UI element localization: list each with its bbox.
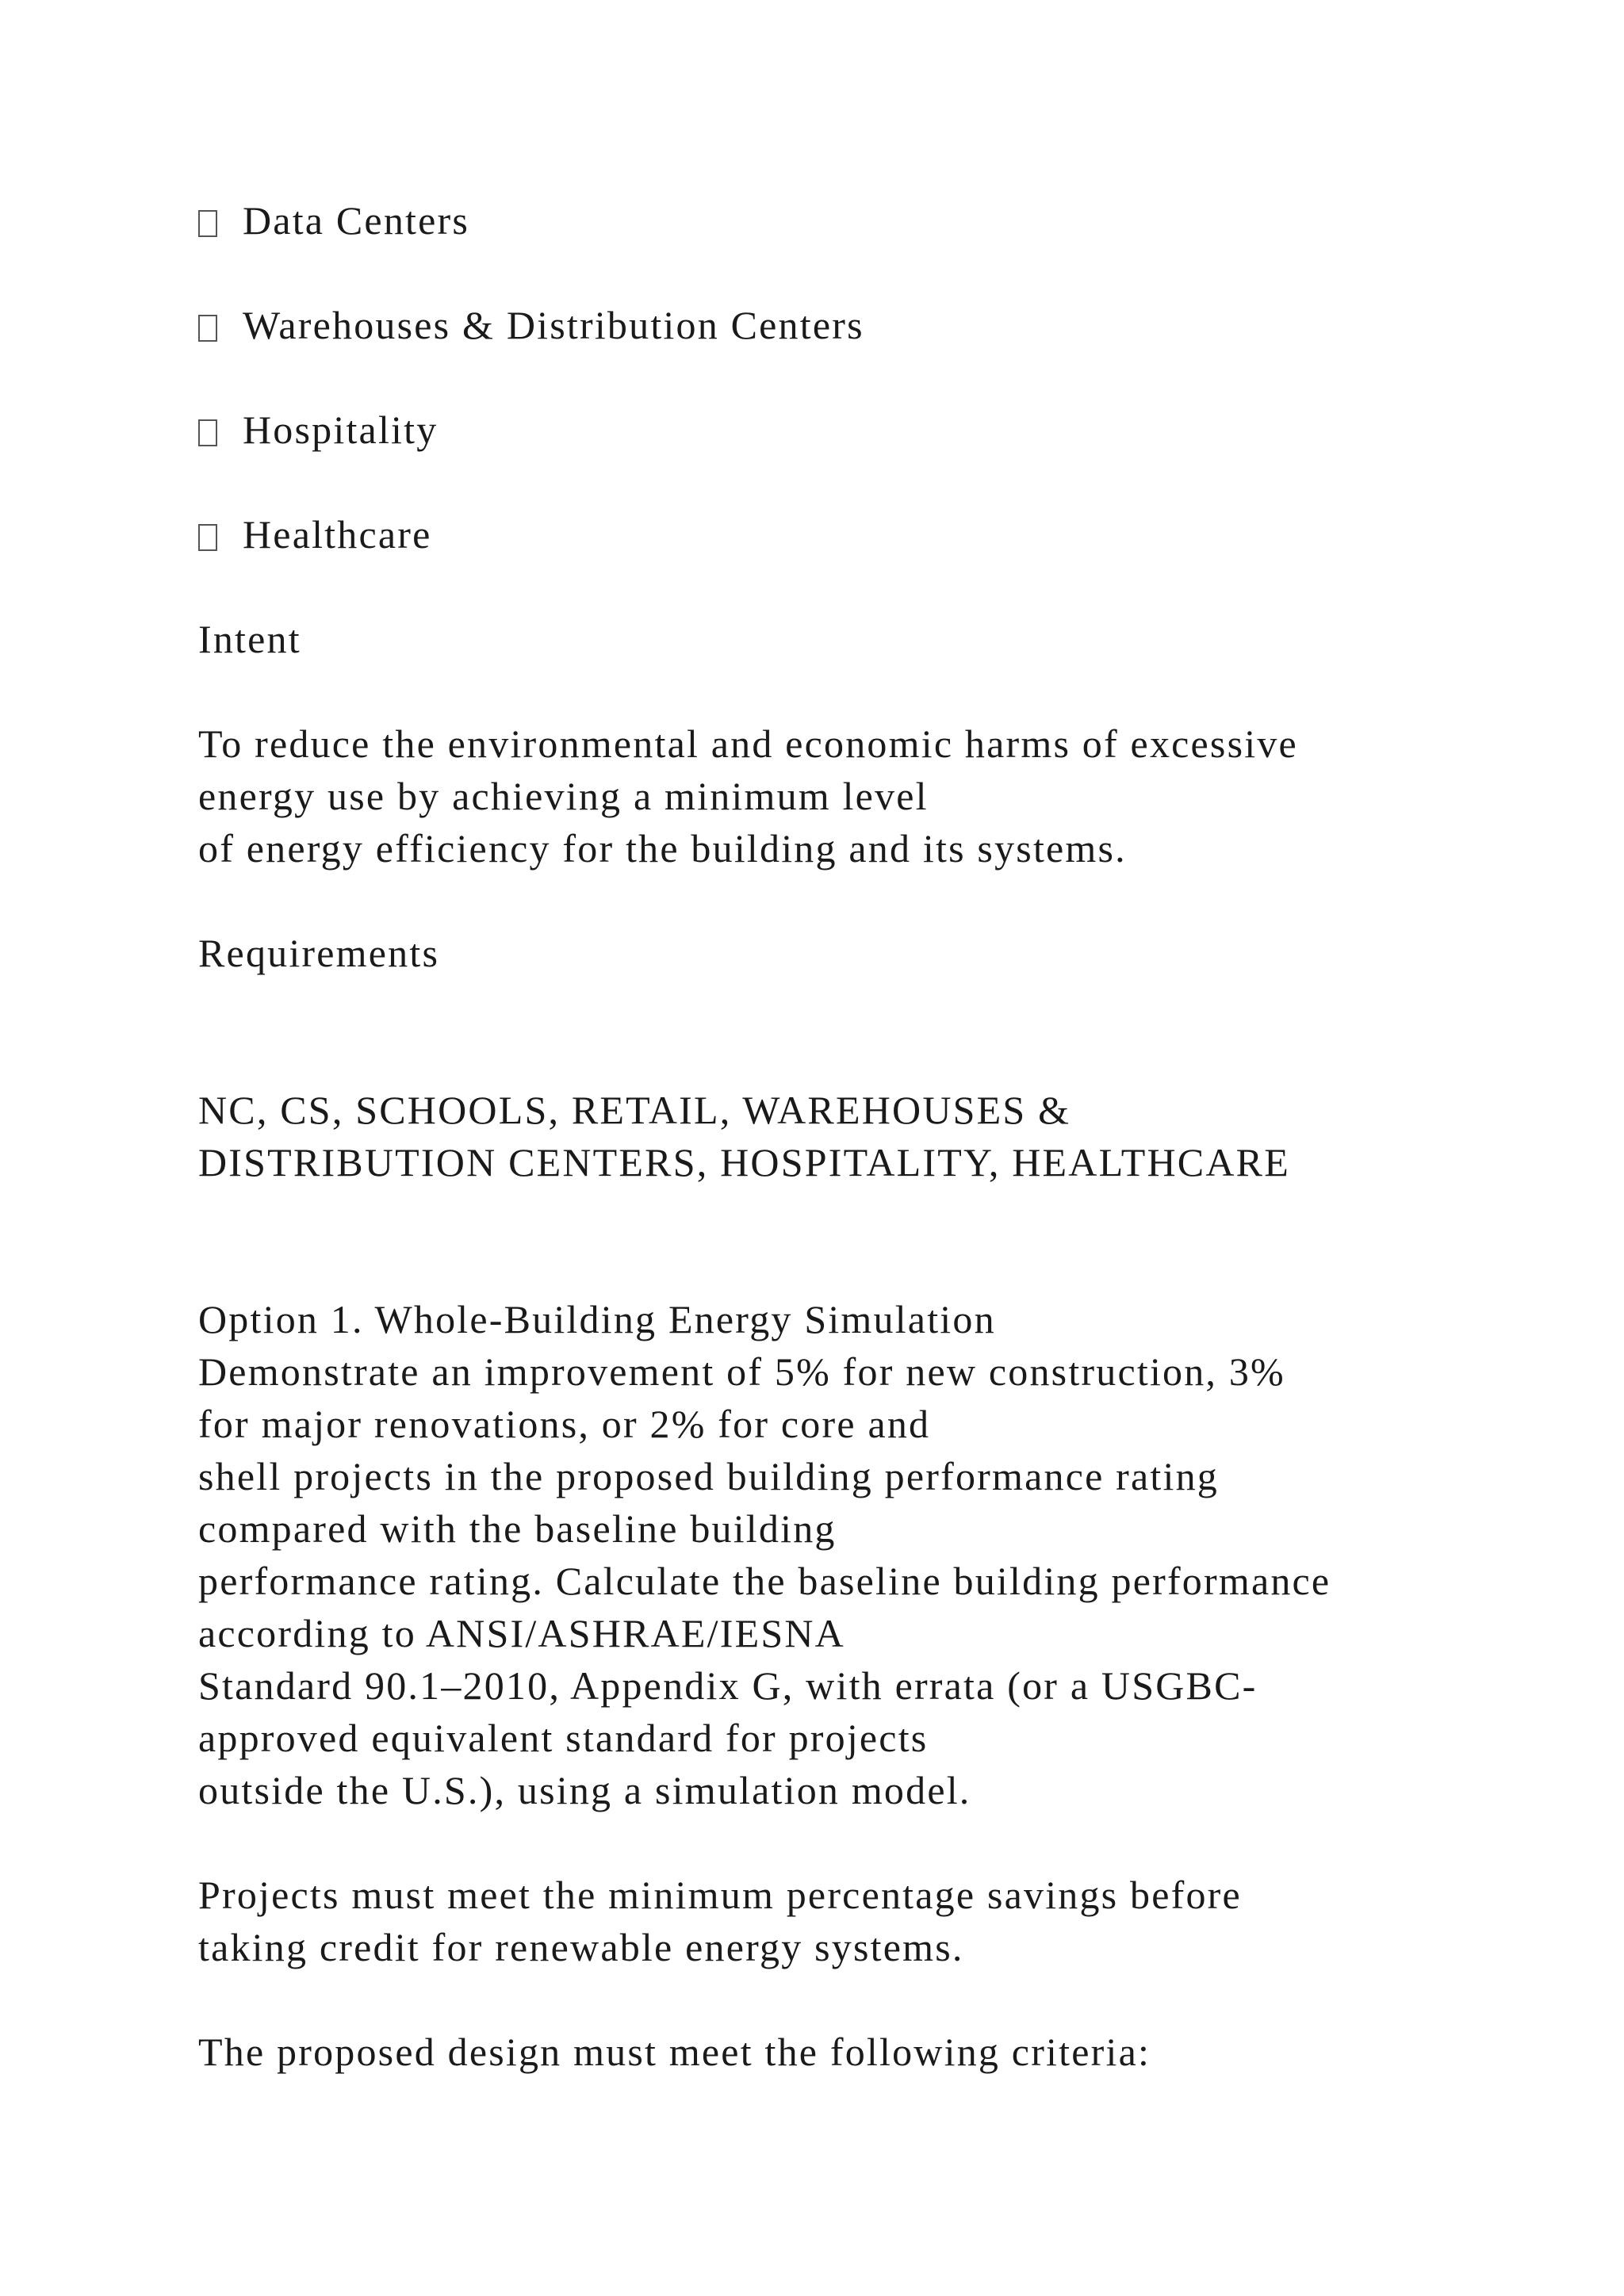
- savings-line: taking credit for renewable energy systems.: [198, 1925, 964, 1969]
- checkbox-icon: [198, 194, 243, 247]
- option1-line: shell projects in the proposed building performance rating: [198, 1454, 1219, 1498]
- requirements-heading: Requirements: [198, 931, 440, 975]
- bullet-text: Warehouses & Distribution Centers: [243, 303, 864, 347]
- option1-line: according to ANSI/ASHRAE/IESNA: [198, 1611, 845, 1655]
- bullet-text: Data Centers: [243, 198, 470, 243]
- option1-line: Standard 90.1–2010, Appendix G, with errata (or a USGBC-: [198, 1663, 1258, 1708]
- scope-line: DISTRIBUTION CENTERS, HOSPITALITY, HEALTHCARE: [198, 1140, 1290, 1184]
- option1-line: performance rating. Calculate the baseline building performance: [198, 1559, 1331, 1603]
- option1-line: compared with the baseline building: [198, 1506, 837, 1551]
- intent-line: of energy efficiency for the building and its systems.: [198, 826, 1127, 871]
- bullet-item: [198, 508, 432, 561]
- bullet-text: Hospitality: [243, 408, 439, 452]
- intent-line: To reduce the environmental and economic harms of excessive: [198, 721, 1298, 766]
- savings-line: Projects must meet the minimum percentage savings before: [198, 1873, 1242, 1917]
- bullet-item: [198, 194, 469, 247]
- option1-title: Option 1. Whole-Building Energy Simulation: [198, 1297, 996, 1341]
- option1-line: outside the U.S.), using a simulation model.: [198, 1768, 971, 1812]
- option1-line: approved equivalent standard for projects: [198, 1716, 929, 1760]
- criteria-line: The proposed design must meet the following criteria:: [198, 2030, 1151, 2074]
- checkbox-icon: [198, 299, 243, 351]
- intent-heading: Intent: [198, 617, 301, 661]
- checkbox-icon: [198, 404, 243, 456]
- checkbox-icon: [198, 508, 243, 561]
- option1-line: for major renovations, or 2% for core and: [198, 1402, 931, 1446]
- bullet-item: [198, 299, 864, 351]
- intent-line: energy use by achieving a minimum level: [198, 774, 929, 818]
- bullet-text: Healthcare: [243, 512, 432, 557]
- option1-line: Demonstrate an improvement of 5% for new construction, 3%: [198, 1349, 1285, 1394]
- bullet-item: [198, 404, 438, 456]
- scope-line: NC, CS, SCHOOLS, RETAIL, WAREHOUSES &: [198, 1088, 1071, 1132]
